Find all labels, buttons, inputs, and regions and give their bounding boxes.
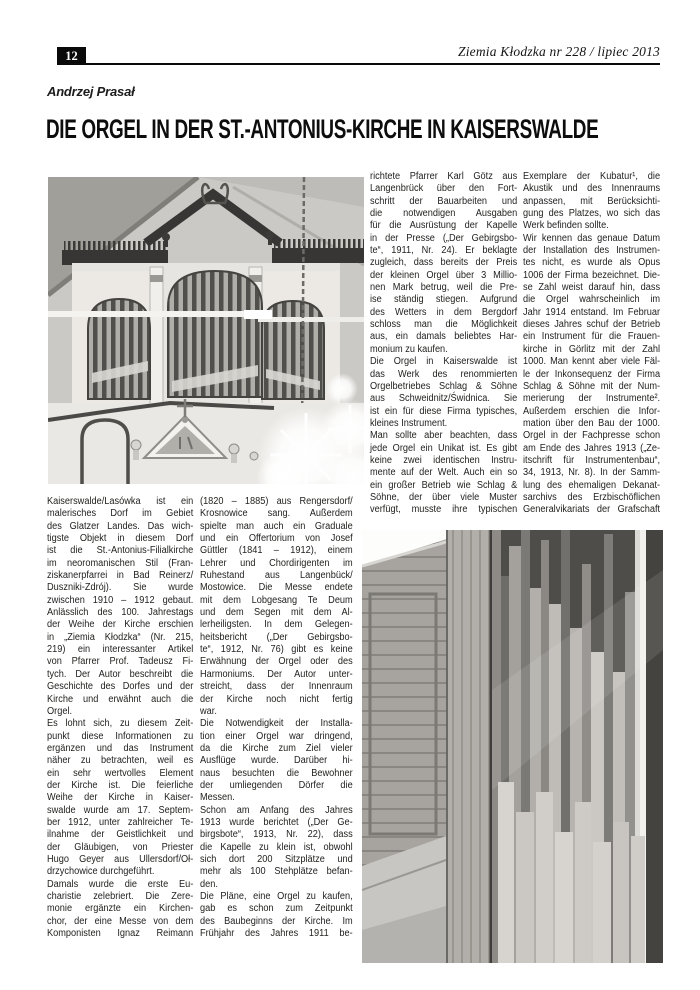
text-line: zwischen 1910 – 1912 gebaut. [47,594,194,606]
text-line: von Pfarrer Prof. Tadeusz Fi- [47,656,194,668]
text-line: aus, ein damals beliebtes Har- [370,331,518,343]
text-line: 219) ein interessanter Artikel [47,644,194,656]
text-line: Man sollte aber beachten, dass [370,430,518,442]
text-line: charistie zelebriert. Die Zere- [47,891,194,902]
text-line: die Kapelle zu klein ist, obwohl [200,841,353,853]
article-column-3 [370,171,517,517]
text-line: im neoromanischen Stil (Fran- [47,557,194,569]
text-line: da die Kirche zum Ziel vieler [200,742,353,754]
text-line: mit dem Lobgesang Te Deum [200,594,353,606]
text-line: ber 1912, unter zahlreicher Te- [47,816,194,828]
text-line: die notwendigen Ausgaben [370,208,518,220]
organ-photo [48,177,364,484]
text-line: te“, 1911, Nr. 24). Er beklagte [370,245,518,257]
text-line: verfügt, musste ihre typischen [370,504,518,516]
text-line: Messen. [200,792,235,804]
text-line: der kleinen Orgel über 3 Millio- [370,269,518,281]
journal-title: Ziemia Kłodzka nr 228 / lipiec 2013 [458,44,660,59]
text-line: tes nicht, es wurde als Opus [523,257,661,269]
text-line: te“, 1912, Nr. 76) gibt es keine [200,644,353,656]
text-line: näher zu betrachten, weil es [47,755,194,767]
text-line: tych. Der Autor beschreibt die [47,668,194,680]
text-line: 34, 1913, Nr. 8). In der Samm- [523,467,661,479]
article-column-1 [47,496,193,940]
text-line: Mostowice. Die Messe endete [200,582,353,594]
text-line: die Orgel wahrscheinlich im [523,294,661,306]
text-line: in der Presse („Der Gebirgsbo- [370,232,518,244]
text-line: schloss man die Möglichkeit [370,319,518,331]
text-line: das Werk des renommierten [370,368,518,380]
text-line: nen Mark betrug, weil die Pre- [370,282,518,294]
text-line: sich dort 200 Sitzplätze und [200,853,353,865]
text-line: Schon am Anfang des Jahres [200,804,353,816]
text-line: le der Inkonsequenz der Firma [523,368,661,380]
text-line: Duszniki-Zdrój). Sie wurde [47,582,194,594]
text-line: malerisches Dorf im Gebiet [47,508,194,520]
text-line: Die Orgel in Kaiserswalde ist [370,356,518,368]
text-line: schritt der Bauarbeiten und [370,195,518,207]
text-line: ise ständig stiegen. Aufgrund [370,294,518,306]
text-line: Kirche und erwähnt auch die [47,693,194,705]
article-title: DIE ORGEL IN DER ST.-ANTONIUS-KIRCHE IN KAISERSWALDE [46,114,599,144]
article-column-2 [200,496,353,940]
text-line: Hugo Geyer aus Ullersdorf/Oł- [47,853,194,865]
text-line: in „Ziemia Kłodzka“ (Nr. 215, [47,631,194,643]
text-line: Lehrer und Chordirigenten im [200,557,353,569]
text-line: streicht, dass der Innenraum [200,681,353,693]
text-line: der Kirche noch nicht fertig [200,693,353,705]
text-line: Langenbrück über den Fort- [370,183,518,195]
text-line: Ruhestand aus Langenbück/ [200,570,353,582]
text-line: ein sehr wertvolles Element [47,767,194,779]
text-line: Wir kennen das genaue Datum [523,232,661,244]
text-line: Werk befinden sollte. [523,220,609,232]
text-line: war. [200,705,217,717]
text-line: Orgel. [47,705,73,717]
text-line: zugleich, dass bereits der Preis [370,257,518,269]
article-author: Andrzej Prasał [47,84,135,99]
text-line: Damals wurde die erste Eu- [47,878,194,890]
text-line: 1000. Man kennt aber viele Fäl- [523,356,661,368]
text-line: Anlässlich des 100. Jahrestags [47,607,194,619]
text-line: ein großer Betrieb wie Schlag & [370,479,518,491]
text-line: den. [200,878,218,890]
text-line: Generalvikariats der Grafschaft [523,504,661,516]
text-line: ist ein für diese Firma typisches, [370,405,518,417]
text-line: keine zwei identischen Instru- [370,454,518,466]
text-line: aus Schweidnitz/Świdnica. Sie [370,393,518,405]
text-line: mehr als 100 Stehplätze befan- [200,866,353,878]
text-line: mente auf der Welt. Auch ein so [370,467,518,479]
text-line: mation über den Bau der 1000. [523,417,661,429]
text-line: Söhne, der über viele Muster [370,491,518,503]
text-line: am Ende des Jahres 1913 („Ze- [523,442,661,454]
text-line: kleines Instrument. [370,417,448,429]
text-line: naus besuchten die Bewohner [200,767,353,779]
text-line: Harmoniums. Der Autor unter- [200,668,353,680]
text-line: Krosnowice sang. Außerdem [200,508,353,520]
text-line: Ausflüge wurde. Darüber hi- [200,755,353,767]
text-line: der Installation des Instrumen- [523,245,661,257]
text-line: ziskanerpfarrei in Bad Reinerz/ [47,570,194,582]
text-line: Orgelbetriebes Schlag & Söhne [370,380,518,392]
text-line: jede Orgel ein Unikat ist. Es gibt [370,442,518,454]
text-line: des Glatzer Landes. Das wich- [47,520,194,532]
text-line: Die Notwendigkeit der Installa- [200,718,353,730]
text-line: Kaiserswalde/Lasówka ist ein [47,496,194,507]
text-line: (1820 – 1885) aus Rengersdorf/ [200,496,353,507]
text-line: drzychowice durchgeführt. [47,866,155,878]
text-line: lung des ehemaligen Dekanat- [523,479,661,491]
text-line: heitsbericht („Der Gebirgsbo- [200,631,353,643]
text-line: ein Instrument für die Frauen- [523,331,661,343]
text-line: und ein Offertorium von Josef [200,533,353,545]
text-line: dieses Jahres schuf der Betrieb [523,319,661,331]
text-line: Orgel in der Fachpresse schon [523,430,661,442]
text-line: 1006 der Firma bezeichnet. Die- [523,269,661,281]
text-line: der Gläubigen, von Priester [47,841,194,853]
page-number: 12 [57,47,86,65]
text-line: Jahr 1914 entstand. Im Februar [523,306,661,318]
text-line: Die Pläne, eine Orgel zu kaufen, [200,891,353,902]
text-line: 1913 wurde berichtet („Der Ge- [200,816,353,828]
text-line: monium zu kaufen. [370,343,448,355]
header-rule [86,63,660,65]
text-line: Komponisten Ignaz Reimann [47,928,194,940]
text-line: monie ergänzte ein Kirchen- [47,903,194,915]
article-column-4 [523,171,660,517]
text-line: itschrift für Instrumentenbau“, [523,454,661,466]
text-line: der Weihe der Kirche erschien [47,619,194,631]
text-line: Geschichte des Dorfes und der [47,681,194,693]
text-line: spielte man auch ein Graduale [200,520,353,532]
text-line: tion einer Orgel war dringend, [200,730,353,742]
pipes-photo [362,530,663,963]
text-line: kirche in Görlitz mit der Zahl [523,343,661,355]
text-line: für die Ausrüstung der Kapelle [370,220,518,232]
text-line: Schlag & Söhne mit der Num- [523,380,661,392]
text-line: Außerdem erschien die Infor- [523,405,661,417]
text-line: und dem Segen mit dem Al- [200,607,353,619]
text-line: birgsbote“, 1913, Nr. 22), dass [200,829,353,841]
text-line: chor, der eine Messe von dem [47,915,194,927]
text-line: swalde wurde am 17. Septem- [47,804,194,816]
text-line: Erwähnung der Orgel oder des [200,656,353,668]
text-line: gung des Platzes, wo sich das [523,208,661,220]
text-line: richtete Pfarrer Karl Götz aus [370,171,518,182]
text-line: punkt diese Informationen zu [47,730,194,742]
text-line: se Zahl weist darauf hin, dass [523,282,661,294]
text-line: ilnahme der Geistlichkeit und [47,829,194,841]
text-line: des Baubeginns der Kirche. Im [200,915,353,927]
text-line: lerheiligsten. In dem Gelegen- [200,619,353,631]
text-line: tigste Objekt in diesem Dorf [47,533,194,545]
text-line: der umliegenden Dörfer die [200,779,353,791]
text-line: gab es schon zum Zeitpunkt [200,903,353,915]
text-line: ist die St.-Antonius-Filialkirche [47,545,194,557]
text-line: der Kirche ist. Die feierliche [47,779,194,791]
text-line: ergänzen und das Instrument [47,742,194,754]
text-line: anpassen, mit Berücksichti- [523,195,661,207]
text-line: sarchivs des Erzbischöflichen [523,491,661,503]
text-line: Akustik und des Innenraums [523,183,661,195]
text-line: Frühjahr des Jahres 1911 be- [200,928,353,940]
text-line: Exemplare der Kubatur¹, die [523,171,661,182]
text-line: Güttler (1841 – 1912), einem [200,545,353,557]
text-line: Es lohnt sich, zu diesem Zeit- [47,718,194,730]
text-line: des Wetters in dem Bergdorf [370,306,518,318]
text-line: Weihe der Kirche in Kaiser- [47,792,194,804]
text-line: merierung der Instrumente². [523,393,661,405]
